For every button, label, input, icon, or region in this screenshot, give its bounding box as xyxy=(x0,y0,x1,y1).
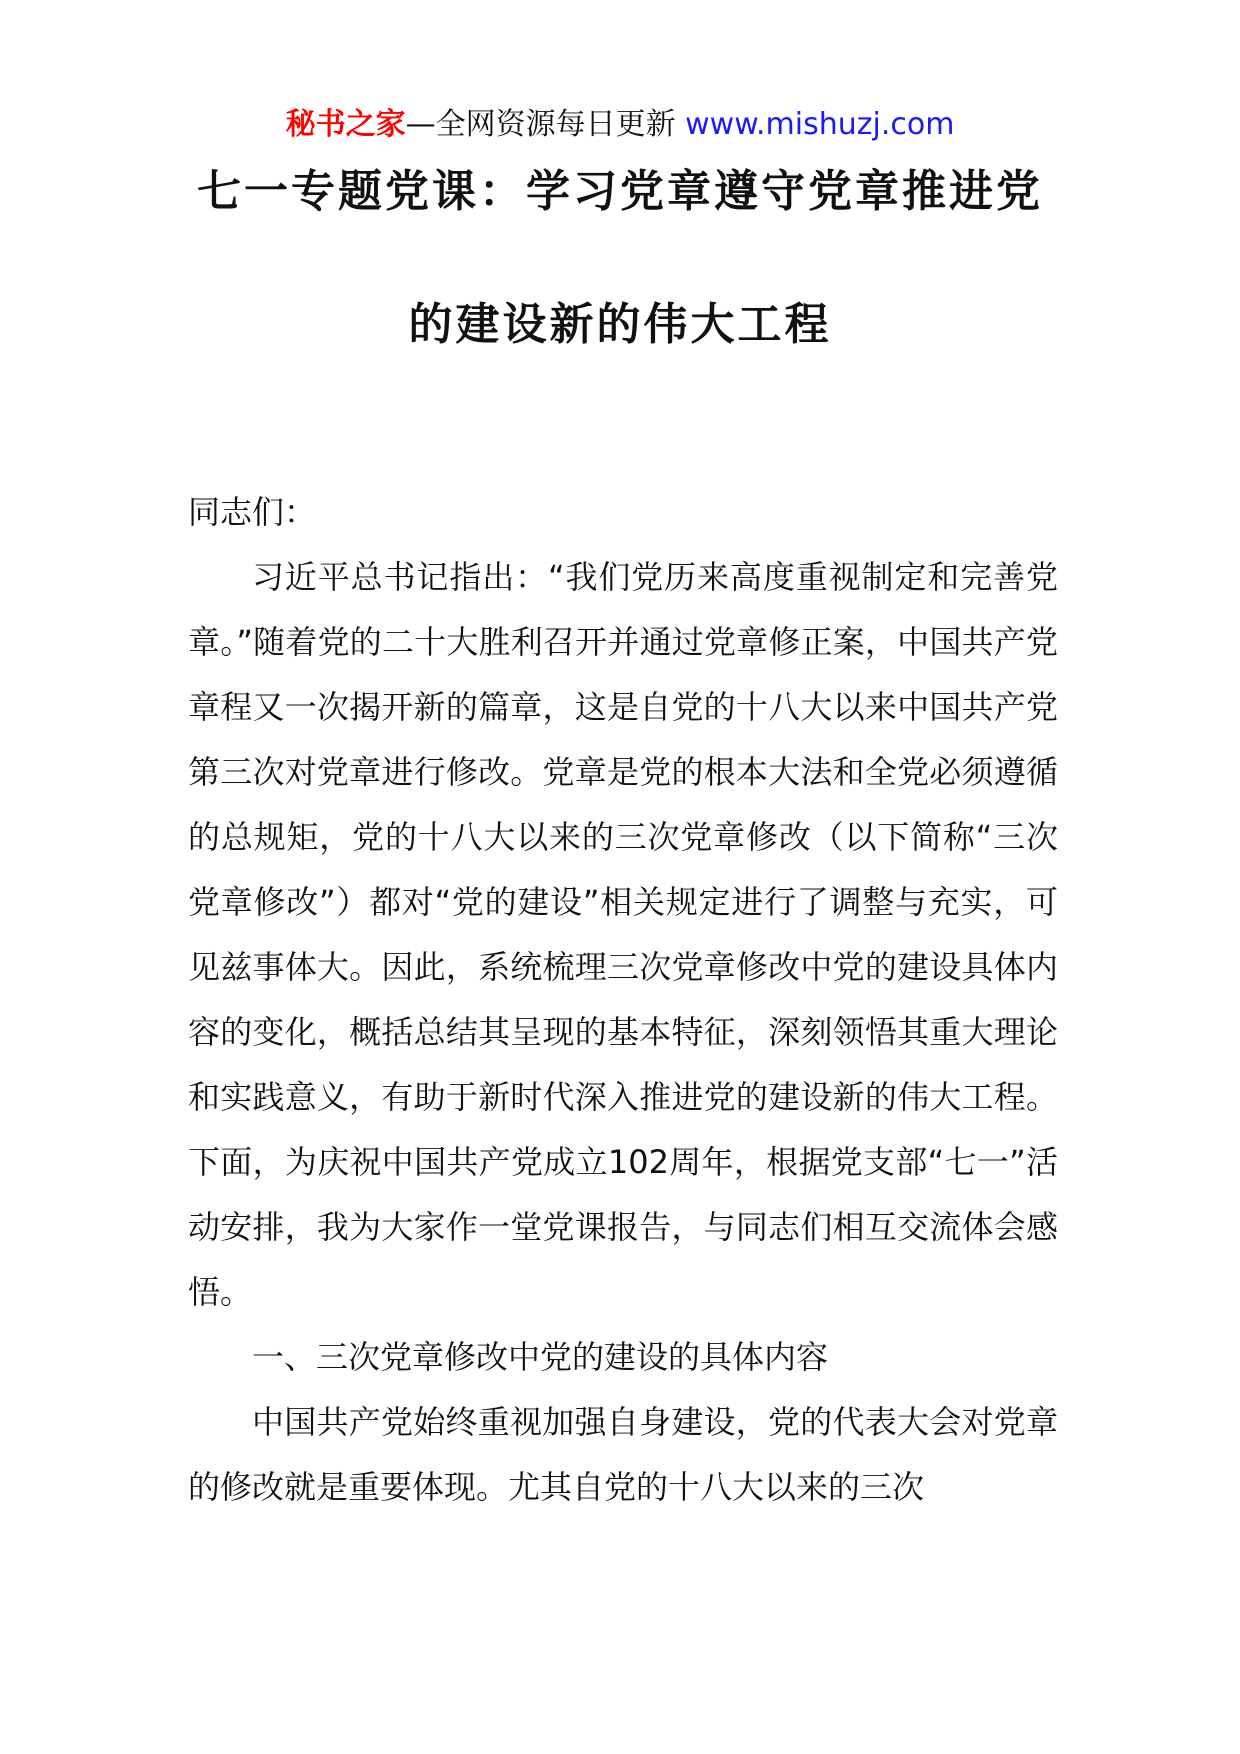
brand-name: 秘书之家 xyxy=(285,107,406,142)
section-heading-1: 一、三次党章修改中党的建设的具体内容 xyxy=(252,1338,829,1376)
document-body xyxy=(188,480,1058,1520)
header-tagline: —全网资源每日更新 xyxy=(405,107,686,142)
paragraph-intro: 习近平总书记指出：“我们党历来高度重视制定和完善党章。”随着党的二十大胜利召开并通过党章修正案，中国共产党章程又一次揭开新的篇章，这是自党的十八大以来中国共产党第三次对党章进行修改。党章是党的根本大法和全党必须遵循的总规矩，党的十八大以来的三次党章修改（以下简称“三次党章修改”）都对“党的建设”相关规定进行了调整与充实，可见兹事体大。因此，系统梳理三次党章修改中党的建设具体内容的变化，概括总结其呈现的基本特征，深刻领悟其重大理论和实践意义，有助于新时代深入推进党的建设新的伟大工程。下面，为庆祝中国共产党成立102周年，根据党支部“七一”活动安排，我为大家作一堂党课报告，与同志们相互交流体会感悟。 xyxy=(188,558,1058,1311)
document-title-line-1: 七一专题党课：学习党章遵守党章推进党 xyxy=(197,166,1043,217)
site-url-link[interactable]: www.mishuzj.com xyxy=(685,107,955,142)
document-title-line-2: 的建设新的伟大工程 xyxy=(408,299,832,350)
salutation: 同志们： xyxy=(188,493,317,531)
site-header xyxy=(0,100,1240,150)
paragraph-section-1: 中国共产党始终重视加强自身建设，党的代表大会对党章的修改就是重要体现。尤其自党的十八大以来的三次 xyxy=(188,1403,1058,1506)
